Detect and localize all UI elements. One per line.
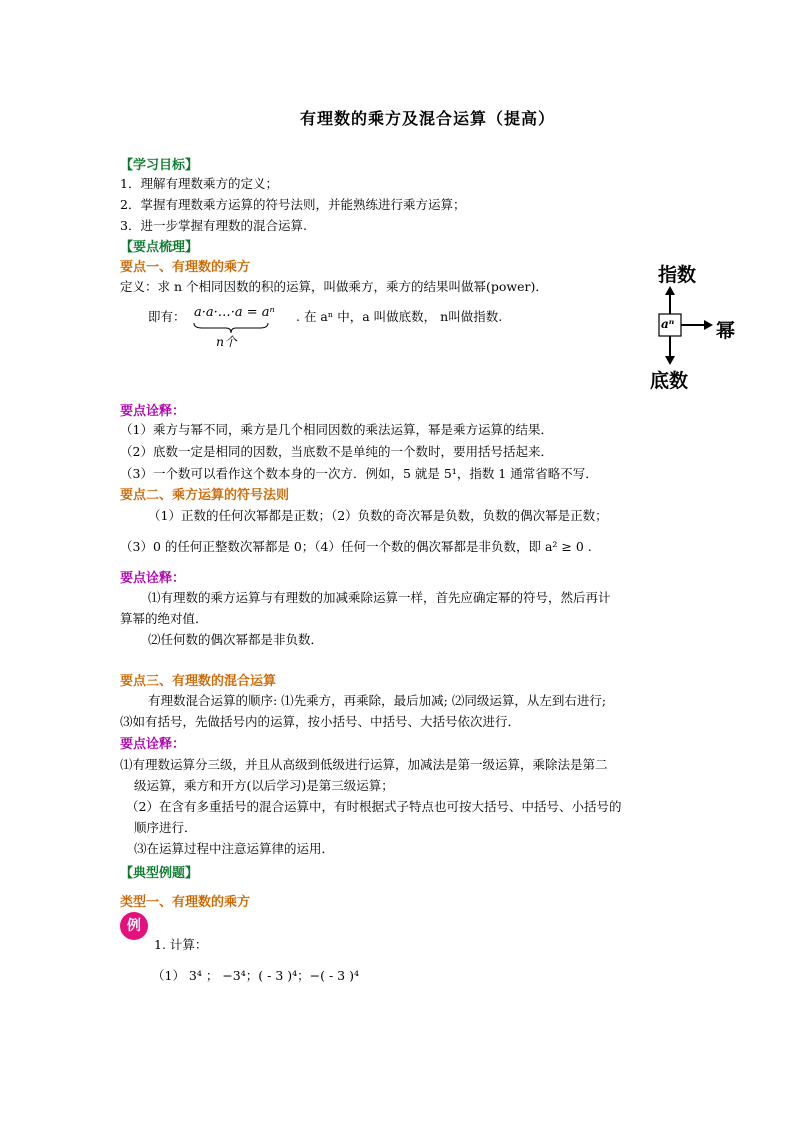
point1-notes-title: 要点诠释： xyxy=(120,404,186,419)
point2-note-1b: 算幂的绝对值． xyxy=(120,611,208,626)
examples-header: 【典型例题】 xyxy=(120,866,199,881)
goal-item-2: 2．掌握有理数乘方运算的符号法则，并能熟练进行乘方运算； xyxy=(120,197,466,212)
point1-definition: 定义：求 n 个相同因数的积的运算，叫做乘方，乘方的结果叫做幂(power)． xyxy=(120,279,548,294)
diagram-center: aⁿ xyxy=(661,317,675,331)
example-badge: 例 xyxy=(120,912,148,940)
point2-line-2: （3）0 的任何正整数次幂都是 0；（4）任何一个数的偶次幂都是非负数，即 a² ≥ 0 . xyxy=(120,539,592,554)
point2-note-2: ⑵任何数的偶次幂都是非负数． xyxy=(148,632,324,647)
goals-header: 【学习目标】 xyxy=(120,158,199,173)
point3-title: 要点三、有理数的混合运算 xyxy=(120,674,277,689)
diagram-power-label: 幂 xyxy=(716,320,736,342)
diagram-exponent-label: 指数 xyxy=(658,264,697,286)
point1-note-2: （2）底数一定是相同的因数，当底数不是单纯的一个数时，要用括号括起来． xyxy=(120,444,553,459)
points-header: 【要点梳理】 xyxy=(120,240,199,255)
point3-note-2: （2）在含有多重括号的混合运算中，有时根据式子特点也可按大括号、中括号、小括号的 xyxy=(126,799,622,814)
question-1-items: （1） 3⁴ ； −3⁴；( - 3 )⁴；−( - 3 )⁴ xyxy=(152,968,359,983)
point3-line-2: ⑶如有括号，先做括号内的运算，按小括号、中括号、大括号依次进行． xyxy=(120,714,521,729)
goal-item-1: 1．理解有理数乘方的定义； xyxy=(120,176,278,191)
point3-line-1: 有理数混合运算的顺序: ⑴先乘方，再乘除，最后加减; ⑵同级运算，从左到右进行; xyxy=(148,693,607,708)
point3-note-1: ⑴有理数运算分三级，并且从高级到低级进行运算，加减法是第一级运算，乘除法是第二 xyxy=(120,757,608,772)
point3-note-2b: 顺序进行． xyxy=(134,820,197,835)
point3-notes-title: 要点诠释： xyxy=(120,737,186,752)
point3-note-1b: 级运算，乘方和开方(以后学习)是第三级运算； xyxy=(134,778,394,793)
point2-note-1: ⑴有理数的乘方运算与有理数的加减乘除运算一样，首先应确定幂的符号，然后再计 xyxy=(148,590,611,605)
formula-prefix: 即有： xyxy=(148,309,186,324)
point1-note-3: （3）一个数可以看作这个数本身的一次方．例如，5 就是 5¹，指数 1 通常省略不写． xyxy=(120,466,598,481)
type1-title: 类型一、有理数的乘方 xyxy=(120,895,251,910)
page-title: 有理数的乘方及混合运算（提高） xyxy=(300,109,556,128)
point1-note-1: （1）乘方与幂不同，乘方是几个相同因数的乘法运算，幂是乘方运算的结果． xyxy=(120,422,553,437)
formula-suffix: . 在 aⁿ 中，a 叫做底数， n叫做指数. xyxy=(296,309,503,324)
formula-brace-label: n个 xyxy=(216,334,237,349)
question-1: 1. 计算： xyxy=(154,937,208,952)
goal-item-3: 3．进一步掌握有理数的混合运算. xyxy=(120,218,307,233)
point2-line-1: （1）正数的任何次幂都是正数；（2）负数的奇次幂是负数，负数的偶次幂是正数； xyxy=(148,508,608,523)
point1-title: 要点一、有理数的乘方 xyxy=(120,260,251,275)
formula-main: a·a·…·a = aⁿ xyxy=(194,305,275,320)
point2-title: 要点二、乘方运算的符号法则 xyxy=(120,488,290,503)
diagram-base-label: 底数 xyxy=(650,370,689,392)
point3-note-3: ⑶在运算过程中注意运算律的运用． xyxy=(134,841,335,856)
point2-notes-title: 要点诠释： xyxy=(120,571,186,586)
power-diagram xyxy=(646,258,746,398)
